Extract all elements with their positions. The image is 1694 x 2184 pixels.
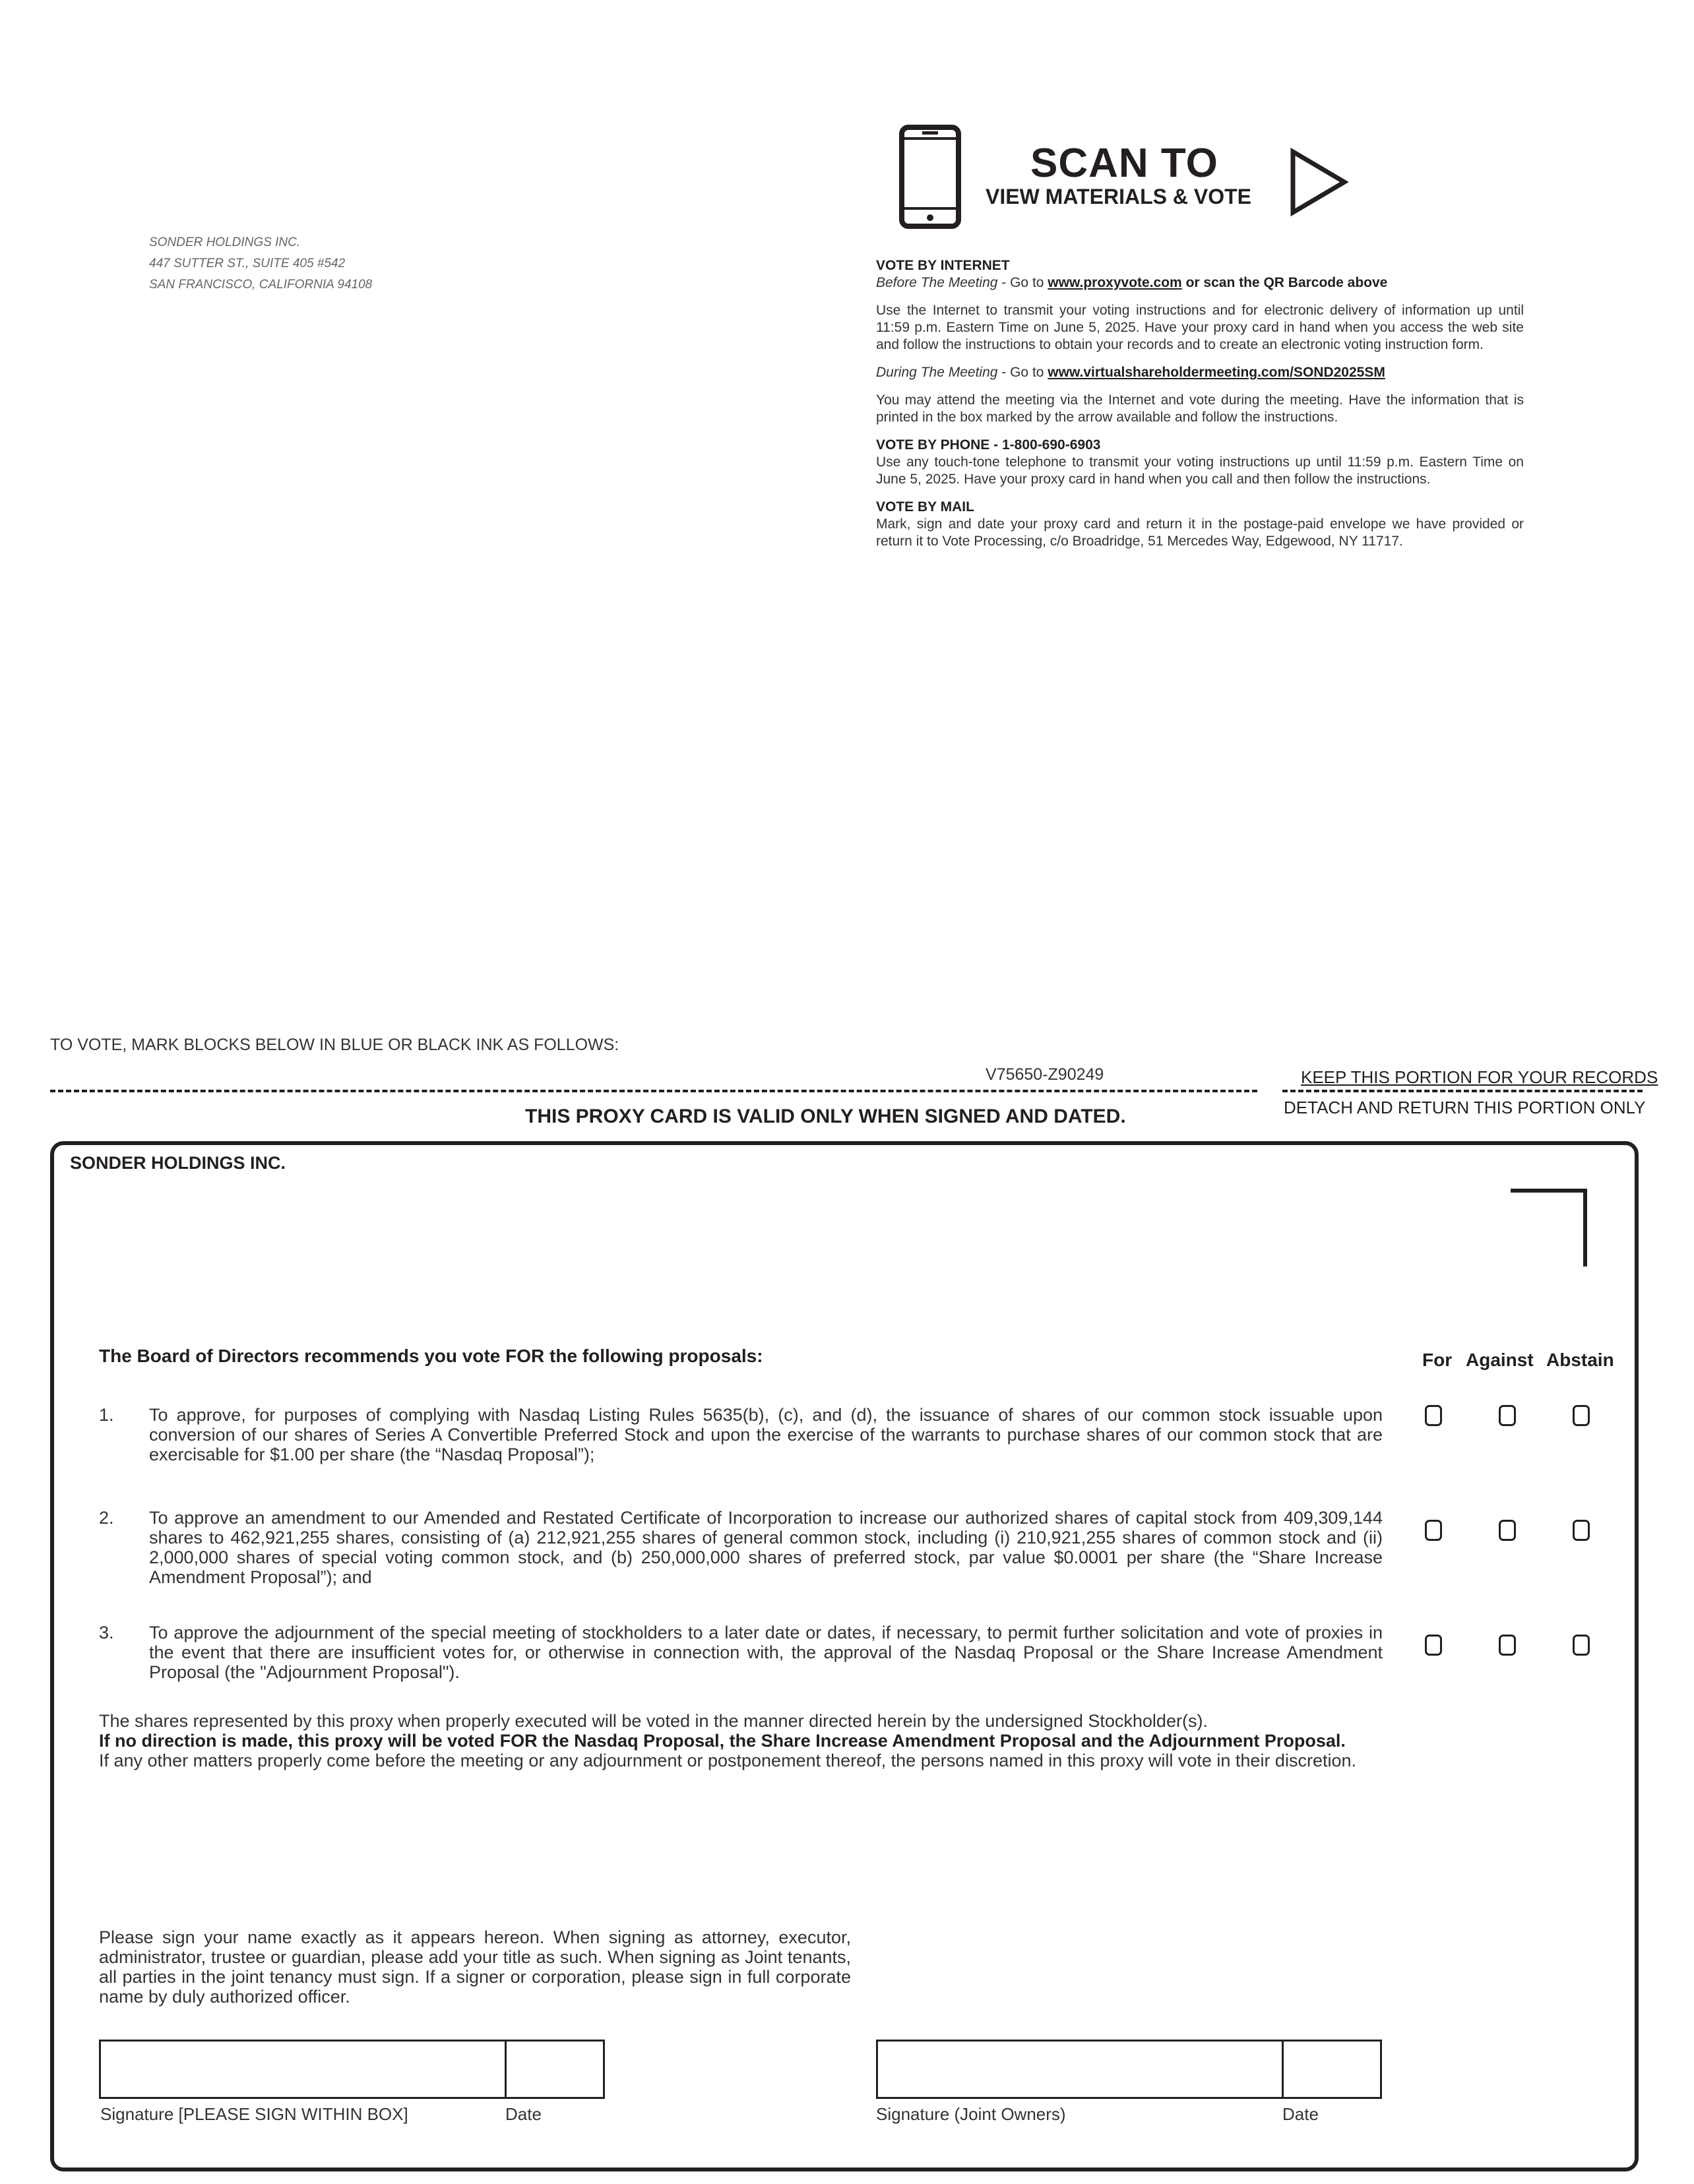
return-address-line2: 447 SUTTER ST., SUITE 405 #542 (149, 257, 346, 270)
column-against: Against (1466, 1350, 1534, 1370)
corner-mark (1511, 1189, 1587, 1266)
direction-line-3: If any other matters properly come before the meeting or any adjournment or postponement thereof, the persons named in this proxy will vote in their discretion. (99, 1751, 1356, 1770)
column-abstain: Abstain (1546, 1350, 1614, 1370)
internet-heading: VOTE BY INTERNET (876, 258, 1010, 273)
virtual-meeting-link[interactable]: www.virtualshareholdermeeting.com/SOND2025SM (1048, 365, 1385, 380)
joint-signature-label: Signature (Joint Owners) (876, 2104, 1066, 2124)
proposal-1-against-checkbox[interactable] (1499, 1405, 1516, 1426)
mail-heading: VOTE BY MAIL (876, 499, 974, 515)
play-arrow-icon (1289, 148, 1348, 216)
keep-portion-label: KEEP THIS PORTION FOR YOUR RECORDS (1301, 1067, 1658, 1087)
proposal-3-against-checkbox[interactable] (1499, 1635, 1516, 1656)
valid-notice: THIS PROXY CARD IS VALID ONLY WHEN SIGNED AND DATED. (525, 1106, 1126, 1127)
proposal-2-abstain-checkbox[interactable] (1573, 1520, 1590, 1541)
return-address-line1: SONDER HOLDINGS INC. (149, 235, 301, 249)
tear-line (50, 1090, 1257, 1092)
mail-body: Mark, sign and date your proxy card and return it in the postage-paid envelope we have provided or return it to Vote Processing, c/o Broadridge, 51 Mercedes Way, Edgewood, NY 11717. (876, 516, 1524, 549)
proxy-direction-text (99, 1711, 1383, 1770)
joint-signature-box[interactable] (876, 2040, 1284, 2099)
during-meeting-mid: - Go to (997, 365, 1048, 380)
before-meeting-label: Before The Meeting (876, 275, 998, 290)
return-address (149, 232, 372, 296)
date-box[interactable] (505, 2040, 605, 2099)
proposal-2-for-checkbox[interactable] (1425, 1520, 1442, 1541)
internet-body: Use the Internet to transmit your voting instructions and for electronic delivery of information up until 11:59 p.m. Eastern Time on June 5, 2025. Have your proxy card in hand when you access the web site and follow the instructions to obtain your records and to create an electronic voting instruction form. (876, 303, 1524, 352)
before-meeting-mid: - Go to (997, 275, 1048, 290)
card-company-name: SONDER HOLDINGS INC. (70, 1153, 286, 1173)
proposal-1-number: 1. (99, 1405, 114, 1425)
joint-date-label: Date (1282, 2104, 1319, 2124)
before-meeting-tail: or scan the QR Barcode above (1181, 275, 1388, 290)
date-label: Date (505, 2104, 542, 2124)
smartphone-icon (898, 124, 962, 230)
signature-box[interactable] (99, 2040, 507, 2099)
phone-heading: VOTE BY PHONE - 1-800-690-6903 (876, 437, 1101, 452)
proposal-3-number: 3. (99, 1623, 114, 1642)
direction-line-1: The shares represented by this proxy when properly executed will be voted in the manner directed herein by the undersigned Stockholder(s). (99, 1711, 1208, 1731)
joint-date-box[interactable] (1282, 2040, 1382, 2099)
during-meeting-label: During The Meeting (876, 365, 998, 380)
phone-body: Use any touch-tone telephone to transmit your voting instructions up until 11:59 p.m. Eastern Time on June 5, 2025. Have your proxy card in hand when you call and then follow the instructions. (876, 454, 1524, 487)
proposal-1-for-checkbox[interactable] (1425, 1405, 1442, 1426)
proposal-2-text: To approve an amendment to our Amended and Restated Certificate of Incorporation to increase our authorized shares of capital stock from 409,309,144 shares to 462,921,255 shares, consisting of (a) 212,921,255 shares of general common stock, including (i) 210,921,255 shares of common stock and (ii) 2,000,000 shares of special voting common stock, and (b) 250,000,000 shares of preferred stock, par value $0.0001 per share (the “Share Increase Amendment Proposal”); and (149, 1508, 1383, 1587)
mark-instructions: TO VOTE, MARK BLOCKS BELOW IN BLUE OR BLACK INK AS FOLLOWS: (50, 1036, 619, 1054)
proposal-3-text: To approve the adjournment of the special meeting of stockholders to a later date or dates, if necessary, to permit further solicitation and vote of proxies in the event that there are insufficient votes for, or otherwise in connection with, the approval of the Nasdaq Proposal or the Share Increase Amendment Proposal (the "Adjournment Proposal"). (149, 1623, 1383, 1682)
during-meeting-body: You may attend the meeting via the Internet and vote during the meeting. Have the information that is printed in the box marked by the arrow available and follow the instructions. (876, 392, 1524, 425)
tear-line-right (1282, 1090, 1643, 1092)
column-for: For (1422, 1350, 1453, 1370)
return-address-line3: SAN FRANCISCO, CALIFORNIA 94108 (149, 278, 373, 292)
direction-line-2: If no direction is made, this proxy will be voted FOR the Nasdaq Proposal, the Share Increase Amendment Proposal and the Adjournment Proposal. (99, 1731, 1346, 1751)
voting-instructions (876, 257, 1524, 561)
scan-title: SCAN TO (1030, 140, 1218, 186)
proposal-2-against-checkbox[interactable] (1499, 1520, 1516, 1541)
proposal-1-text: To approve, for purposes of complying with Nasdaq Listing Rules 5635(b), (c), and (d), the issuance of shares of our common stock issuable upon conversion of our shares of Series A Convertible Preferred Stock and upon the exercise of the warrants to purchase shares of our common stock that are exercisable for $1.00 per share (the “Nasdaq Proposal”); (149, 1405, 1383, 1464)
proposal-3-abstain-checkbox[interactable] (1573, 1635, 1590, 1656)
proposal-2-number: 2. (99, 1508, 114, 1528)
control-number: V75650-Z90249 (986, 1065, 1104, 1084)
signing-instructions: Please sign your name exactly as it appears hereon. When signing as attorney, executor, administrator, trustee or guardian, please add your title as such. When signing as Joint tenants, all parties in the joint tenancy must sign. If a signer or corporation, please sign in full corporate name by duly authorized officer. (99, 1927, 851, 2007)
proposal-3-for-checkbox[interactable] (1425, 1635, 1442, 1656)
detach-label: DETACH AND RETURN THIS PORTION ONLY (1284, 1098, 1646, 1117)
scan-subtitle: VIEW MATERIALS & VOTE (986, 185, 1251, 208)
signature-label: Signature [PLEASE SIGN WITHIN BOX] (100, 2104, 408, 2124)
proposal-1-abstain-checkbox[interactable] (1573, 1405, 1590, 1426)
proxyvote-link[interactable]: www.proxyvote.com (1048, 275, 1182, 290)
board-recommendation: The Board of Directors recommends you vote FOR the following proposals: (99, 1346, 763, 1366)
